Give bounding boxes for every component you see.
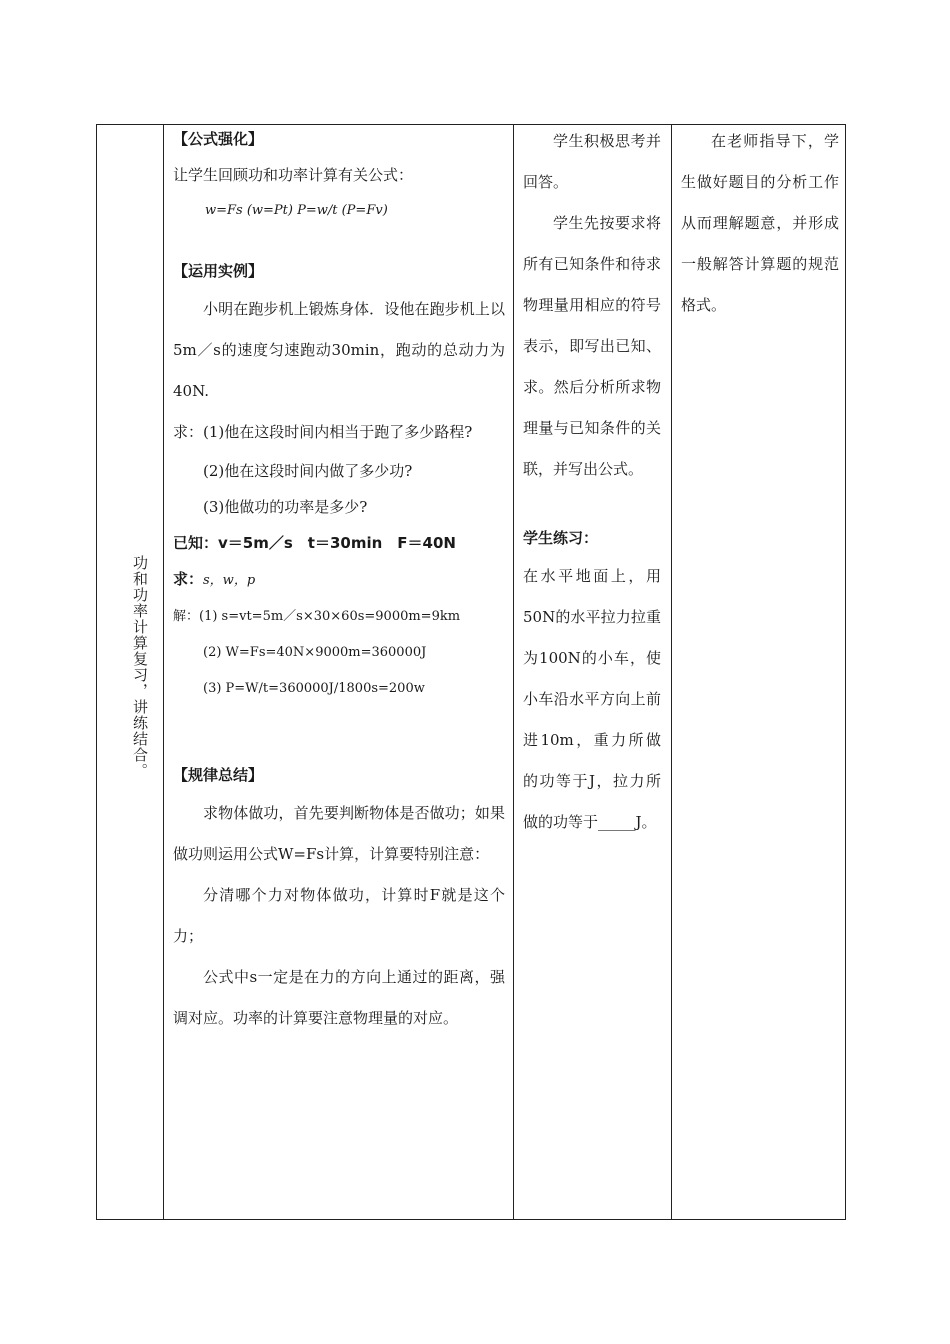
summary-heading: 【规律总结】	[173, 766, 264, 784]
find-label: 求：	[173, 570, 204, 588]
question-3: (3)他做功的功率是多少?	[203, 498, 368, 516]
teaching-content-cell	[163, 125, 513, 1219]
intent-paragraph: 在老师指导下，学生做好题目的分析工作从而理解题意，并形成一般解答计算题的规范格式。	[681, 132, 839, 314]
design-intent-cell	[671, 125, 847, 1219]
known-values: v＝5m／s t＝30min F＝40N	[218, 534, 456, 552]
known-label: 已知：	[173, 534, 219, 552]
spacer	[173, 229, 505, 253]
find-values: s，w，p	[203, 573, 256, 588]
known-line	[173, 525, 505, 561]
practice-text: 在水平地面上，用50N的水平拉力拉重为100N的小车，使小车沿水平方向上前进10m，重力所做的功等于J，拉力所做的功等于_____J。	[523, 567, 661, 831]
find-line	[173, 561, 505, 599]
formula-line: w=Fs (w=Pt) P=w/t (P=Fv)	[205, 203, 388, 218]
solution-3: (3) P=W/t=360000J/1800s=200w	[203, 681, 425, 696]
student-paragraph-1: 学生积极思考并回答。	[523, 132, 661, 191]
solution-1: 解：(1) s=vt=5m／s×30×60s=9000m=9km	[173, 609, 461, 624]
summary-paragraph-2: 分清哪个力对物体做功，计算时F就是这个力；	[173, 886, 505, 945]
student-paragraph-2: 学生先按要求将所有已知条件和待求物理量用相应的符号表示，即写出已知、求。然后分析所求物理量与已知条件的关联，并写出公式。	[523, 214, 661, 478]
practice-heading: 学生练习：	[523, 529, 599, 547]
question-1: 求：(1)他在这段时间内相当于跑了多少路程?	[173, 423, 473, 441]
student-activity-cell	[513, 125, 671, 1219]
formula-heading: 【公式强化】	[173, 130, 264, 148]
solution-2: (2) W=Fs=40N×9000m=360000J	[203, 645, 427, 660]
spacer	[173, 707, 505, 757]
question-2: (2)他在这段时间内做了多少功?	[203, 462, 413, 480]
summary-paragraph-3: 公式中s一定是在力的方向上通过的距离，强调对应。功率的计算要注意物理量的对应。	[173, 968, 505, 1027]
topic-cell	[97, 125, 163, 1219]
topic-vertical-text: 功和功率计算复习，讲练结合。	[131, 555, 149, 779]
example-paragraph: 小明在跑步机上锻炼身体．设他在跑步机上以5m／s的速度匀速跑动30min，跑动的总动力为40N.	[173, 300, 505, 400]
formula-intro: 让学生回顾功和功率计算有关公式：	[173, 166, 414, 184]
lesson-table	[96, 124, 846, 1220]
summary-paragraph-1: 求物体做功，首先要判断物体是否做功；如果做功则运用公式W=Fs计算，计算要特别注意：	[173, 804, 505, 863]
spacer	[523, 490, 661, 520]
example-heading: 【运用实例】	[173, 262, 264, 280]
